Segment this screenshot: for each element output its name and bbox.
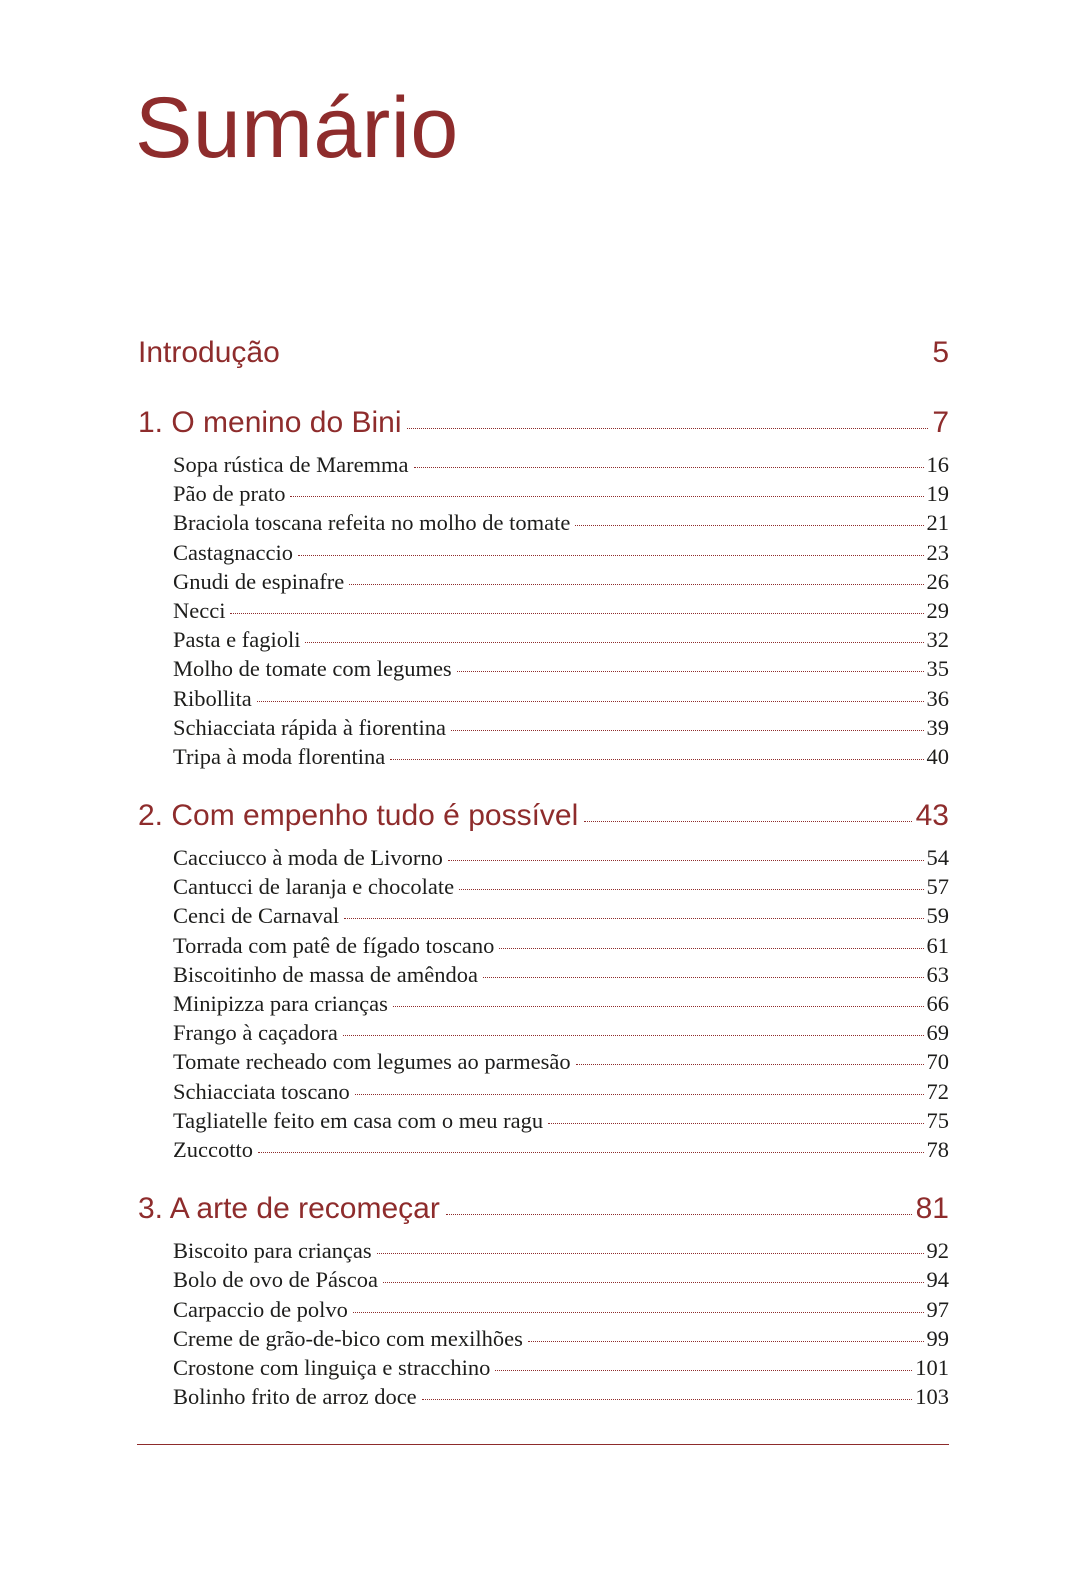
dot-leader [298, 555, 924, 556]
toc-chapters [138, 406, 949, 1413]
recipe-page-number: 59 [926, 903, 949, 929]
recipe-title: Schiacciata rápida à fiorentina [173, 714, 446, 740]
toc-intro-entry [138, 336, 949, 380]
toc-item [173, 1079, 949, 1108]
toc-intro-label: Introdução [138, 336, 280, 369]
recipe-title: Necci [173, 597, 226, 623]
dot-leader [528, 1341, 924, 1342]
recipe-page-number: 75 [926, 1107, 949, 1133]
dot-leader [483, 977, 924, 978]
dot-leader [576, 1064, 924, 1065]
recipe-title: Cenci de Carnaval [173, 903, 340, 929]
recipe-title: Carpaccio de polvo [173, 1296, 348, 1322]
toc-item [173, 715, 949, 744]
recipe-title: Molho de tomate com legumes [173, 656, 452, 682]
recipe-page-number: 21 [926, 510, 949, 536]
dot-leader [446, 1214, 912, 1215]
toc-intro-page: 5 [932, 336, 949, 369]
recipe-title: Sopa rústica de Maremma [173, 452, 409, 477]
toc-item [173, 991, 949, 1020]
recipe-title: Biscoitinho de massa de amêndoa [173, 961, 478, 987]
recipe-page-number: 99 [926, 1325, 949, 1351]
dot-leader [257, 701, 924, 702]
recipe-page-number: 36 [926, 685, 949, 711]
chapter-page-number: 7 [932, 406, 949, 439]
toc-item [173, 933, 949, 962]
page-title: Sumário [135, 80, 459, 176]
dot-leader [305, 642, 923, 643]
recipe-page-number: 54 [926, 845, 949, 871]
dot-leader [457, 671, 924, 672]
toc-item [173, 874, 949, 903]
toc-item [173, 627, 949, 656]
dot-leader [258, 1152, 924, 1153]
recipe-page-number: 92 [926, 1238, 949, 1264]
dot-leader [414, 467, 924, 468]
recipe-title: Cacciucco à moda de Livorno [173, 845, 443, 871]
recipe-title: Castagnaccio [173, 539, 293, 565]
toc-item-list [173, 1238, 949, 1413]
dot-leader [349, 584, 923, 585]
bottom-rule [137, 1444, 949, 1445]
recipe-title: Creme de grão-de-bico com mexilhões [173, 1325, 523, 1351]
recipe-page-number: 23 [926, 539, 949, 565]
toc-item-list [173, 452, 949, 773]
recipe-title: Crostone com linguiça e stracchino [173, 1354, 491, 1380]
toc-item [173, 481, 949, 510]
toc-item [173, 656, 949, 685]
recipe-title: Pasta e fagioli [173, 627, 301, 653]
recipe-page-number: 66 [926, 991, 949, 1016]
recipe-title: Torrada com patê de fígado toscano [173, 932, 495, 958]
recipe-title: Bolo de ovo de Páscoa [173, 1267, 378, 1293]
recipe-page-number: 19 [926, 481, 949, 507]
dot-leader [230, 613, 923, 614]
recipe-page-number: 29 [926, 597, 949, 623]
toc-chapter-heading [138, 1192, 949, 1236]
recipe-title: Tomate recheado com legumes ao parmesão [173, 1049, 571, 1075]
dot-leader [548, 1123, 923, 1124]
toc-item [173, 452, 949, 481]
toc-item [173, 1355, 949, 1384]
dot-leader [344, 918, 923, 919]
dot-leader [355, 1094, 924, 1095]
toc-chapter [138, 406, 949, 773]
chapter-title: 3. A arte de recomeçar [138, 1192, 440, 1226]
toc-item [173, 540, 949, 569]
recipe-page-number: 70 [926, 1049, 949, 1075]
chapter-page-number: 43 [915, 799, 949, 833]
dot-leader [343, 1035, 924, 1036]
recipe-title: Gnudi de espinafre [173, 568, 345, 594]
toc-item [173, 962, 949, 991]
recipe-title: Tripa à moda florentina [173, 743, 386, 769]
toc-item [173, 1238, 949, 1267]
toc-item [173, 1049, 949, 1078]
recipe-page-number: 103 [915, 1384, 949, 1410]
recipe-page-number: 39 [926, 714, 949, 740]
dot-leader [451, 730, 924, 731]
toc-item [173, 1020, 949, 1049]
toc-chapter-heading [138, 799, 949, 843]
dot-leader [495, 1370, 912, 1371]
recipe-page-number: 94 [926, 1267, 949, 1293]
toc-item [173, 1326, 949, 1355]
toc-item [173, 598, 949, 627]
toc-chapter [138, 1192, 949, 1413]
dot-leader [390, 759, 923, 760]
recipe-page-number: 40 [926, 743, 949, 769]
recipe-title: Pão de prato [173, 481, 286, 507]
dot-leader [448, 860, 924, 861]
toc-item [173, 1108, 949, 1137]
recipe-page-number: 61 [926, 932, 949, 958]
dot-leader [575, 525, 923, 526]
recipe-page-number: 78 [926, 1136, 949, 1162]
chapter-title: 1. O menino do Bini [138, 406, 402, 439]
dot-leader [459, 889, 923, 890]
toc-item [173, 1137, 949, 1166]
toc-item [173, 744, 949, 773]
recipe-page-number: 63 [926, 961, 949, 987]
toc-item [173, 1267, 949, 1296]
recipe-page-number: 16 [926, 452, 949, 477]
dot-leader [407, 428, 928, 429]
recipe-page-number: 97 [926, 1296, 949, 1322]
toc-item [173, 510, 949, 539]
toc-item [173, 845, 949, 874]
dot-leader [383, 1282, 924, 1283]
recipe-page-number: 26 [926, 568, 949, 594]
recipe-page-number: 101 [915, 1354, 949, 1380]
dot-leader [377, 1253, 924, 1254]
toc-item [173, 1297, 949, 1326]
dot-leader [353, 1312, 924, 1313]
dot-leader [290, 496, 923, 497]
toc-item [173, 1384, 949, 1413]
chapter-title: 2. Com empenho tudo é possível [138, 799, 579, 833]
toc-item-list [173, 845, 949, 1166]
table-of-contents [138, 336, 949, 1413]
recipe-title: Braciola toscana refeita no molho de tomate [173, 510, 571, 536]
recipe-page-number: 35 [926, 656, 949, 682]
dot-leader [499, 948, 923, 949]
recipe-title: Biscoito para crianças [173, 1238, 372, 1264]
recipe-title: Cantucci de laranja e chocolate [173, 874, 455, 900]
recipe-page-number: 32 [926, 627, 949, 653]
recipe-page-number: 69 [926, 1020, 949, 1046]
recipe-title: Tagliatelle feito em casa com o meu ragu [173, 1107, 544, 1133]
dot-leader [422, 1399, 913, 1400]
dot-leader [393, 1006, 924, 1007]
recipe-title: Schiacciata toscano [173, 1078, 350, 1104]
toc-chapter-heading [138, 406, 949, 450]
recipe-page-number: 72 [926, 1078, 949, 1104]
dot-leader [584, 821, 911, 822]
toc-item [173, 569, 949, 598]
recipe-title: Minipizza para crianças [173, 991, 388, 1016]
recipe-title: Frango à caçadora [173, 1020, 338, 1046]
toc-item [173, 686, 949, 715]
toc-chapter [138, 799, 949, 1166]
recipe-page-number: 57 [926, 874, 949, 900]
toc-item [173, 903, 949, 932]
recipe-title: Zuccotto [173, 1136, 253, 1162]
recipe-title: Bolinho frito de arroz doce [173, 1384, 417, 1410]
chapter-page-number: 81 [915, 1192, 949, 1226]
recipe-title: Ribollita [173, 685, 252, 711]
